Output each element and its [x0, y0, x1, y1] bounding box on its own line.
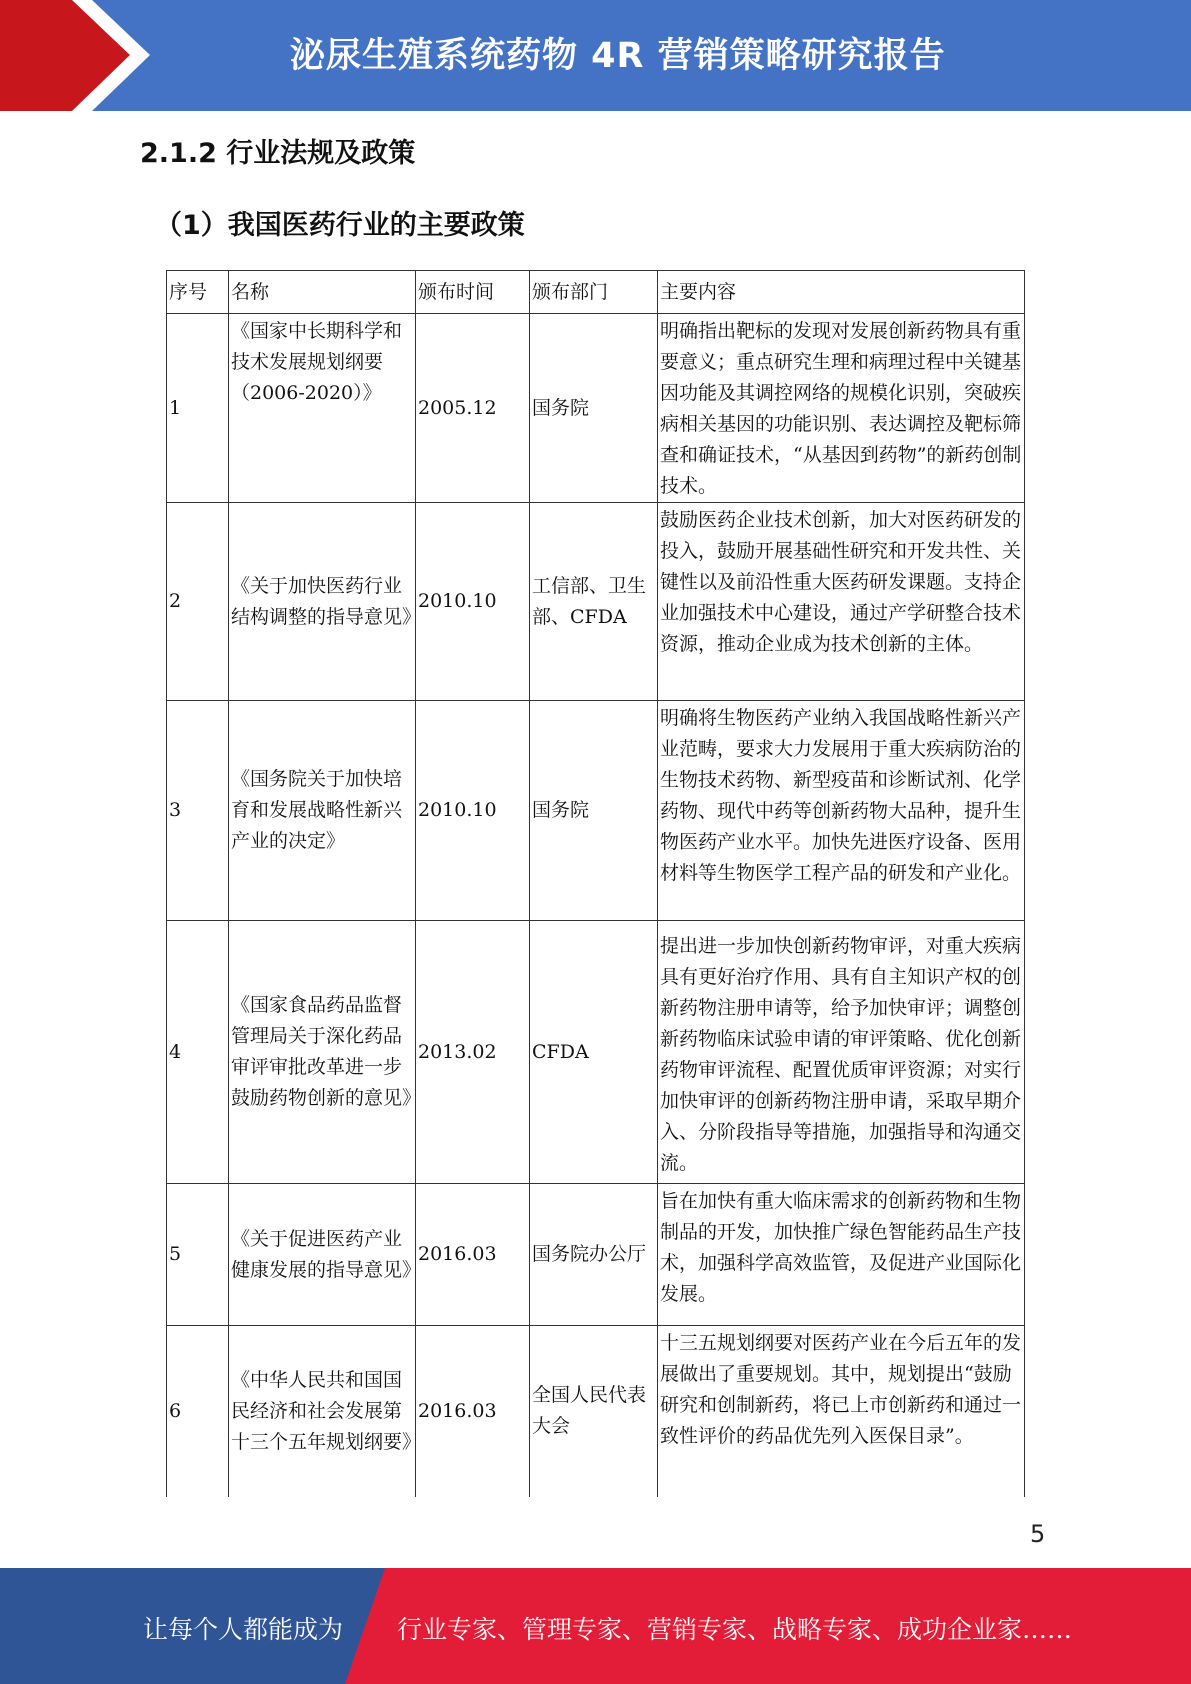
table-header-row [167, 271, 1025, 314]
policy-table [166, 270, 1025, 1497]
policy-name: 《国家中长期科学和技术发展规划纲要（2006-2020）》 [229, 314, 416, 503]
policy-content: 明确将生物医药产业纳入我国战略性新兴产业范畴，要求大力发展用于重大疾病防治的生物技术药物、新型疫苗和诊断试剂、化学药物、现代中药等创新药物大品种，提升生物医药产业水平。加快先进医疗设备、医用材料等生物医学工程产品的研发和产业化。 [658, 701, 1025, 921]
policy-department: 国务院办公厅 [530, 1184, 658, 1326]
policy-department: 工信部、卫生部、CFDA [530, 503, 658, 701]
table-row [167, 314, 1025, 503]
row-number: 2 [167, 503, 229, 701]
policy-date: 2016.03 [416, 1326, 530, 1497]
table-row [167, 921, 1025, 1184]
row-number: 3 [167, 701, 229, 921]
section-heading: 2.1.2 行业法规及政策 [140, 138, 416, 169]
header-arrow-decoration [0, 0, 150, 111]
header-cell-date: 颁布时间 [416, 271, 530, 314]
policy-name: 《关于促进医药产业健康发展的指导意见》 [229, 1184, 416, 1326]
report-title: 泌尿生殖系统药物 4R 营销策略研究报告 [290, 36, 946, 76]
policy-content: 提出进一步加快创新药物审评，对重大疾病具有更好治疗作用、具有自主知识产权的创新药物注册申请等，给予加快审评；调整创新药物临床试验申请的审评策略、优化创新药物审评流程、配置优质审评资源；对实行加快审评的创新药物注册申请，采取早期介入、分阶段指导等措施，加强指导和沟通交流。 [658, 921, 1025, 1184]
policy-date: 2010.10 [416, 701, 530, 921]
policy-department: CFDA [530, 921, 658, 1184]
row-number: 1 [167, 314, 229, 503]
policy-content: 十三五规划纲要对医药产业在今后五年的发展做出了重要规划。其中，规划提出“鼓励研究和创制新药，将已上市创新药和通过一致性评价的药品优先列入医保目录”。 [658, 1326, 1025, 1497]
table-row [167, 1184, 1025, 1326]
table-row [167, 1326, 1025, 1497]
row-number: 6 [167, 1326, 229, 1497]
policy-name: 《国务院关于加快培育和发展战略性新兴产业的决定》 [229, 701, 416, 921]
policy-name: 《国家食品药品监督管理局关于深化药品审评审批改革进一步鼓励药物创新的意见》 [229, 921, 416, 1184]
policy-content: 旨在加快有重大临床需求的创新药物和生物制品的开发，加快推广绿色智能药品生产技术，加强科学高效监管，及促进产业国际化发展。 [658, 1184, 1025, 1326]
header-cell-name: 名称 [229, 271, 416, 314]
header-cell-no: 序号 [167, 271, 229, 314]
row-number: 5 [167, 1184, 229, 1326]
policy-department: 国务院 [530, 701, 658, 921]
header-cell-dept: 颁布部门 [530, 271, 658, 314]
row-number: 4 [167, 921, 229, 1184]
policy-content: 明确指出靶标的发现对发展创新药物具有重要意义；重点研究生理和病理过程中关键基因功能及其调控网络的规模化识别，突破疾病相关基因的功能识别、表达调控及靶标筛查和确证技术，“从基因到药物”的新药创制技术。 [658, 314, 1025, 503]
policy-department: 全国人民代表大会 [530, 1326, 658, 1497]
sub-heading: （1）我国医药行业的主要政策 [155, 210, 525, 241]
footer-banner [0, 1568, 1191, 1684]
policy-date: 2010.10 [416, 503, 530, 701]
table-row [167, 503, 1025, 701]
policy-department: 国务院 [530, 314, 658, 503]
policy-name: 《中华人民共和国国民经济和社会发展第十三个五年规划纲要》 [229, 1326, 416, 1497]
header-cell-content: 主要内容 [658, 271, 1025, 314]
policy-date: 2013.02 [416, 921, 530, 1184]
footer-slogan-right: 行业专家、管理专家、营销专家、战略专家、成功企业家…… [397, 1615, 1073, 1644]
table-row [167, 701, 1025, 921]
footer-slogan-left: 让每个人都能成为 [143, 1615, 344, 1644]
policy-content: 鼓励医药企业技术创新，加大对医药研发的投入，鼓励开展基础性研究和开发共性、关键性以及前沿性重大医药研发课题。支持企业加强技术中心建设，通过产学研整合技术资源，推动企业成为技术创新的主体。 [658, 503, 1025, 701]
policy-date: 2016.03 [416, 1184, 530, 1326]
page-number: 5 [1030, 1520, 1046, 1548]
policy-name: 《关于加快医药行业结构调整的指导意见》 [229, 503, 416, 701]
policy-date: 2005.12 [416, 314, 530, 503]
header-banner [0, 0, 1191, 111]
